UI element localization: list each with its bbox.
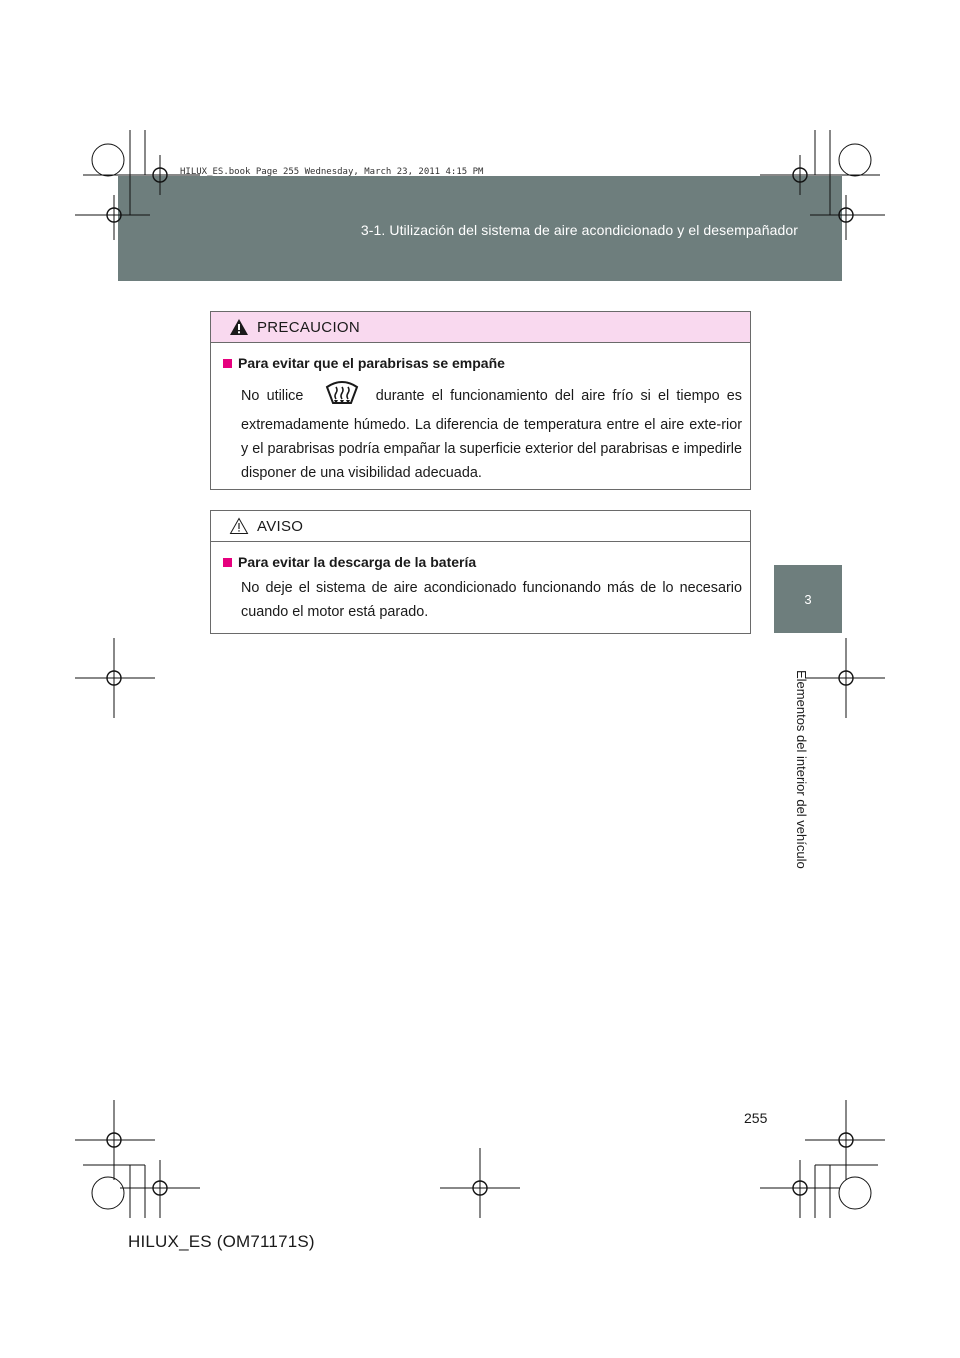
notice-section-title-text: Para evitar la descarga de la batería [238, 554, 477, 570]
registration-target-icon [760, 1100, 885, 1218]
registration-target-icon [75, 638, 155, 718]
caution-text-after-icon: durante el funcionamiento del aire frío si el tiempo es extremadamente húmedo. La diferencia de temperatura entre el aire exte-rior y el parabrisas podría empañar la superficie exterior del parabrisas e impedirle disponer de una visibilidad adecuada. [241, 387, 742, 481]
chapter-number: 3 [804, 591, 812, 607]
print-slug: HILUX_ES.book Page 255 Wednesday, March 23, 2011 4:15 PM [180, 167, 484, 177]
registration-target-icon [75, 130, 200, 240]
page-number: 255 [744, 1110, 768, 1126]
notice-heading: AVISO [257, 517, 304, 535]
caution-heading: PRECAUCION [257, 318, 361, 336]
chapter-header-title: 3-1. Utilización del sistema de aire acondicionado y el desempañador [360, 222, 798, 238]
registration-target-icon [760, 130, 885, 240]
model-code: HILUX_ES (OM71171S) [128, 1232, 315, 1251]
notice-body-text: No deje el sistema de aire acondicionado funcionando más de lo necesario cuando el motor está parado. [241, 580, 742, 620]
caution-section-title-text: Para evitar que el parabrisas se empañe [238, 355, 505, 371]
caution-text-before-icon: No utilice [241, 387, 304, 404]
registration-target-icon [805, 638, 885, 718]
registration-target-icon [440, 1148, 520, 1218]
registration-target-icon [75, 1100, 200, 1218]
chapter-side-title: Elementos del interior del vehículo [794, 670, 809, 869]
